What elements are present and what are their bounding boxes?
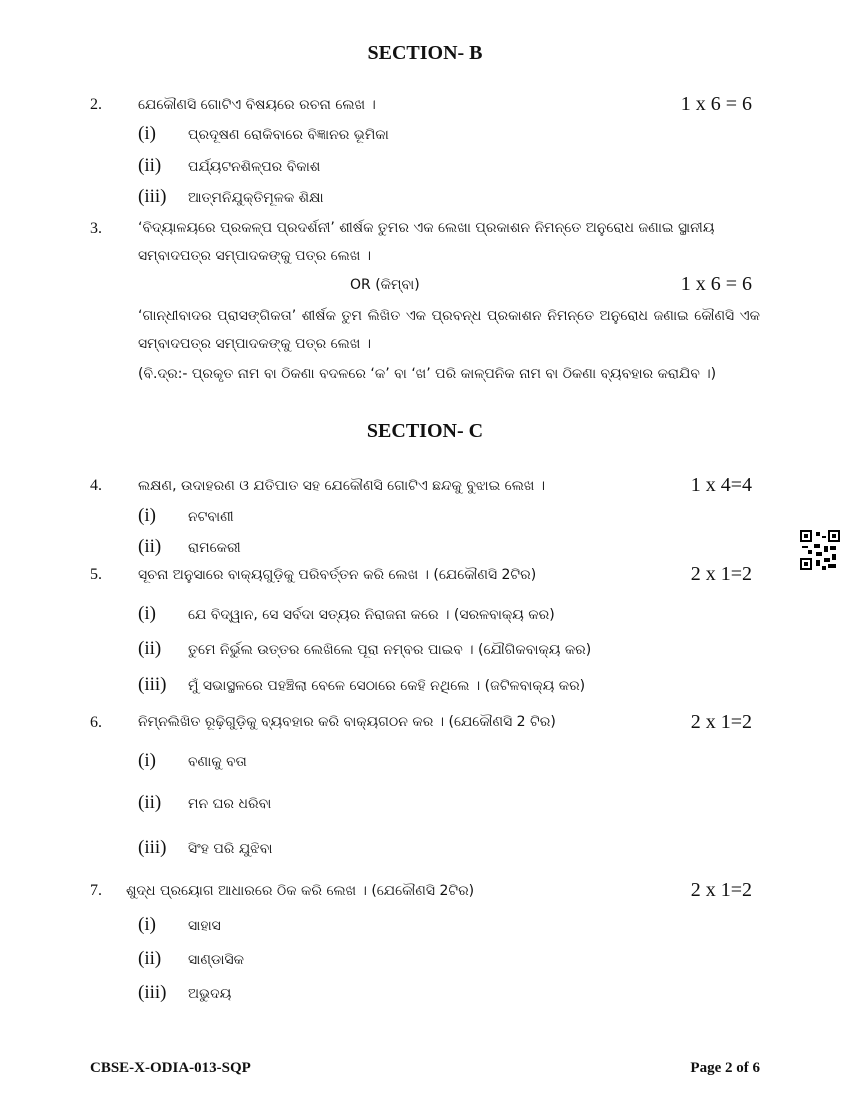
option-number: (i) xyxy=(138,914,156,935)
section-b-title: SECTION- B xyxy=(367,42,483,64)
question-text: ଲକ୍ଷଣ, ଉଦାହରଣ ଓ ଯତିପାତ ସହ ଯେକୌଣସି ଗୋଟିଏ ଛନ୍ଦକୁ ବୁଝାଇ ଲେଖ । xyxy=(138,478,546,494)
option-number: (i) xyxy=(138,505,156,526)
document-code: CBSE-X-ODIA-013-SQP xyxy=(90,1060,251,1076)
option-text: ତୁମେ ନିର୍ଭୁଲ ଉତ୍ତର ଲେଖିଲେ ପୂରା ନମ୍ବର ପାଇବ । (ଯୌଗିକବାକ୍ୟ କର) xyxy=(188,642,592,658)
question-number: 5. xyxy=(90,566,102,583)
option-number: (iii) xyxy=(138,982,167,1003)
or-label: OR (କିମ୍ବା) xyxy=(350,277,420,293)
option-item xyxy=(138,674,585,696)
option-text: ସାଣ୍ଡାସିକ xyxy=(188,952,244,968)
option-text: ସିଂହ ପରି ଯୁଝିବା xyxy=(188,841,273,857)
option-item xyxy=(138,603,555,625)
option-text: ଯେ ବିଦ୍ୱାନ, ସେ ସର୍ବଦା ସତ୍ୟର ନିରାଜନା କରେ । (ସରଳବାକ୍ୟ କର) xyxy=(188,607,555,623)
option-item xyxy=(138,837,272,859)
option-number: (iii) xyxy=(138,186,167,207)
option-text: ରାମକେରୀ xyxy=(188,540,241,556)
option-text: ନଟବାଣୀ xyxy=(188,509,234,525)
option-item xyxy=(138,123,389,145)
option-number: (ii) xyxy=(138,155,162,176)
option-item xyxy=(138,750,247,772)
option-text: ସାହାସ xyxy=(188,918,221,934)
question-text: ‘ବିଦ୍ୟାଳୟରେ ପ୍ରକଳ୍ପ ପ୍ରଦର୍ଶନୀ’ ଶୀର୍ଷକ ତୁମର ଏକ ଲେଖା ପ୍ରକାଶନ ନିମନ୍ତେ ଅନୁରୋଧ ଜଣାଇ ସ୍ଥାନୀୟ ସମ୍ବାଦପତ୍ର ସମ୍ପାଦକଙ୍କୁ ପତ୍ର ଲେଖ । xyxy=(138,220,715,264)
section-c-title: SECTION- C xyxy=(366,420,484,442)
marks-label: 2 x 1=2 xyxy=(690,711,752,733)
option-item xyxy=(138,186,324,208)
option-item xyxy=(138,638,591,660)
option-text: ମନ ଘର ଧରିବା xyxy=(188,796,272,812)
option-number: (i) xyxy=(138,123,156,144)
marks-label: 2 x 1=2 xyxy=(690,879,752,901)
alternate-question-text: ‘ଗାନ୍ଧୀବାଦର ପ୍ରାସଙ୍ଗିକତା’ ଶୀର୍ଷକ ତୁମ ଲିଖିତ ଏକ ପ୍ରବନ୍ଧ ପ୍ରକାଶନ ନିମନ୍ତେ ଅନୁରୋଧ ଜଣାଇ କୌଣସି ଏକ ସମ୍ବାଦପତ୍ର ସମ୍ପାଦକଙ୍କୁ ପତ୍ର ଲେଖ । xyxy=(138,308,760,352)
option-number: (i) xyxy=(138,603,156,624)
marks-label: 2 x 1=2 xyxy=(690,563,752,585)
option-number: (ii) xyxy=(138,792,162,813)
option-text: ମୁଁ ସଭାସ୍ଥଳରେ ପହଞ୍ଚିଲା ବେଳେ ସେଠାରେ କେହି ନଥିଲେ । (ଜଟିଳବାକ୍ୟ କର) xyxy=(188,678,586,694)
question-text: ଶୁଦ୍ଧ ପ୍ରୟୋଗ ଆଧାରରେ ଠିକ କରି ଲେଖ । (ଯେକୌଣସି 2ଟିର) xyxy=(126,883,475,899)
question-text: ନିମ୍ନଲିଖିତ ରୂଢ଼ିଗୁଡ଼ିକୁ ବ୍ୟବହାର କରି ବାକ୍ୟଗଠନ କର । (ଯେକୌଣସି 2 ଟିର) xyxy=(138,714,556,730)
option-item xyxy=(138,948,244,970)
page-number: Page 2 of 6 xyxy=(690,1060,760,1076)
option-text: ଆତ୍ମନିଯୁକ୍ତିମୂଳକ ଶିକ୍ଷା xyxy=(188,190,324,206)
marks-label: 1 x 6 = 6 xyxy=(680,273,752,295)
option-item xyxy=(138,536,241,558)
option-item xyxy=(138,792,271,814)
option-text: ଅଭୁଦୟ xyxy=(188,986,232,1002)
question-number: 6. xyxy=(90,714,102,731)
qr-code-icon xyxy=(800,530,840,570)
note-text: (ବି.ଦ୍ର:- ପ୍ରକୃତ ନାମ ବା ଠିକଣା ବଦଳରେ ‘କ’ ବା ‘ଖ’ ପରି କାଳ୍ପନିକ ନାମ ବା ଠିକଣା ବ୍ୟବହାର କରାଯିବ ।) xyxy=(138,366,717,382)
marks-label: 1 x 4=4 xyxy=(690,474,752,496)
question-number: 3. xyxy=(90,220,102,237)
question-text: ଯେକୌଣସି ଗୋଟିଏ ବିଷୟରେ ରଚନା ଲେଖ । xyxy=(138,97,376,113)
question-number: 4. xyxy=(90,477,102,494)
option-text: ବଣାକୁ ବତା xyxy=(188,754,247,770)
option-number: (iii) xyxy=(138,674,167,695)
option-number: (iii) xyxy=(138,837,167,858)
option-number: (i) xyxy=(138,750,156,771)
marks-label: 1 x 6 = 6 xyxy=(680,93,752,115)
question-number: 2. xyxy=(90,96,102,113)
option-item xyxy=(138,505,234,527)
option-text: ପର୍ଯ୍ୟଟନଶିଳ୍ପର ବିକାଶ xyxy=(188,159,321,175)
option-number: (ii) xyxy=(138,948,162,969)
option-number: (ii) xyxy=(138,638,162,659)
option-text: ପ୍ରଦୂଷଣ ରୋକିବାରେ ବିଜ୍ଞାନର ଭୂମିକା xyxy=(188,127,389,143)
option-item xyxy=(138,982,231,1004)
question-number: 7. xyxy=(90,882,102,899)
option-item xyxy=(138,914,221,936)
question-text: ସୂଚନା ଅନୁସାରେ ବାକ୍ୟଗୁଡ଼ିକୁ ପରିବର୍ତ୍ତନ କରି ଲେଖ । (ଯେକୌଣସି 2ଟିର) xyxy=(138,567,537,583)
option-item xyxy=(138,155,320,177)
option-number: (ii) xyxy=(138,536,162,557)
